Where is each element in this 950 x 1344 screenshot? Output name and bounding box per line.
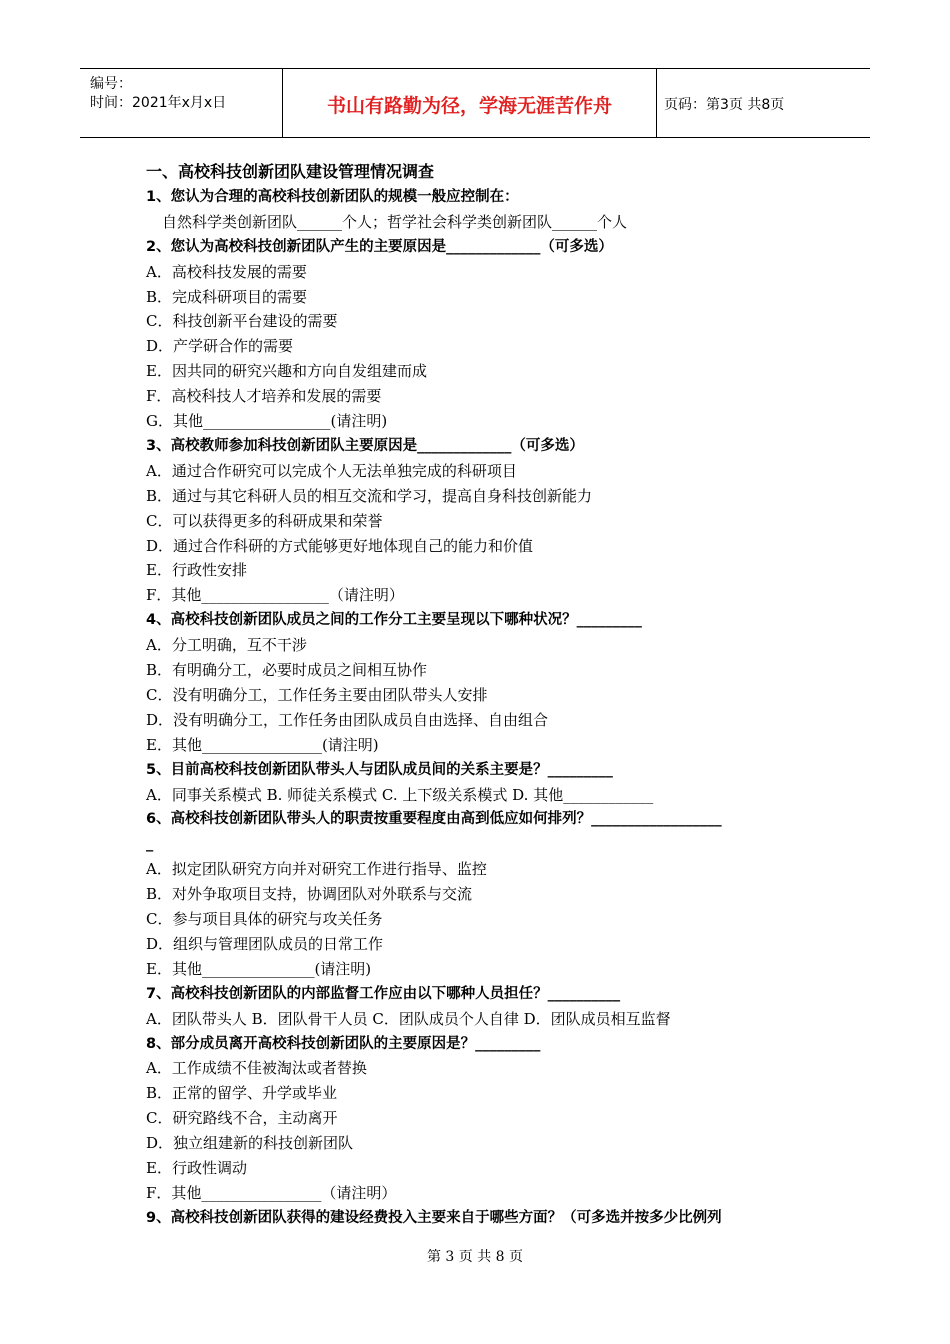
question-heading: 8、部分成员离开高校科技创新团队的主要原因是？_________ xyxy=(146,1035,541,1052)
option-line: F．其他_________________（请注明） xyxy=(146,586,404,605)
option-line: B．有明确分工，必要时成员之间相互协作 xyxy=(146,661,428,679)
header-page-cell xyxy=(656,69,870,137)
option-line: D．通过合作科研的方式能够更好地体现自己的能力和价值 xyxy=(146,536,534,555)
question-heading: 6、高校科技创新团队带头人的职责按重要程度由高到低应如何排列？__________________ xyxy=(146,811,722,828)
option-line: B．完成科研项目的需要 xyxy=(146,287,308,306)
header-motto-cell xyxy=(282,69,657,137)
option-line: A．同事关系模式 B. 师徒关系模式 C. 上下级关系模式 D. 其他____________ xyxy=(146,785,654,804)
question-heading: 7、高校科技创新团队的内部监督工作应由以下哪种人员担任？__________ xyxy=(146,985,621,1002)
option-line: D．独立组建新的科技创新团队 xyxy=(146,1134,354,1153)
option-line: B．对外争取项目支持，协调团队对外联系与交流 xyxy=(146,885,473,904)
option-line: D．没有明确分工，工作任务由团队成员自由选择、自由组合 xyxy=(146,710,549,729)
option-line: F．其他________________（请注明） xyxy=(146,1183,397,1202)
option-line: 自然科学类创新团队______个人；哲学社会科学类创新团队______个人 xyxy=(162,212,628,231)
option-line: A．拟定团队研究方向并对研究工作进行指导、监控 xyxy=(146,860,487,879)
question-heading: _ xyxy=(146,836,154,853)
option-line: C．没有明确分工，工作任务主要由团队带头人安排 xyxy=(146,685,488,704)
question-heading: 9、高校科技创新团队获得的建设经费投入主要来自于哪些方面？（可多选并按多少比例列 xyxy=(146,1209,722,1226)
question-heading: 3、高校教师参加科技创新团队主要原因是_____________（可多选） xyxy=(146,437,584,454)
option-line: A．团队带头人 B．团队骨干人员 C．团队成员个人自律 D．团队成员相互监督 xyxy=(146,1009,671,1028)
option-line: F．高校科技人才培养和发展的需要 xyxy=(146,387,382,406)
option-line: A．高校科技发展的需要 xyxy=(146,262,307,281)
option-line: D．产学研合作的需要 xyxy=(146,337,294,356)
option-line: E．行政性调动 xyxy=(146,1159,247,1177)
option-line: C．科技创新平台建设的需要 xyxy=(146,312,338,331)
question-heading: 2、您认为高校科技创新团队产生的主要原因是_____________（可多选） xyxy=(146,238,613,255)
option-line: A．分工明确，互不干涉 xyxy=(146,636,307,655)
time-label: 时间：2021年x月x日 xyxy=(90,95,227,111)
question-heading: 4、高校科技创新团队成员之间的工作分工主要呈现以下哪种状况？_________ xyxy=(146,612,642,629)
option-line: B．正常的留学、升学或毕业 xyxy=(146,1084,338,1103)
option-line: E．因共同的研究兴趣和方向自发组建而成 xyxy=(146,362,427,381)
page-header xyxy=(80,68,870,138)
option-line: E．其他________________(请注明) xyxy=(146,735,379,754)
option-line: C．可以获得更多的科研成果和荣誉 xyxy=(146,511,383,530)
option-line: A．通过合作研究可以完成个人无法单独完成的科研项目 xyxy=(146,461,517,480)
page-number: 页码：第3页 共8页 xyxy=(664,97,785,113)
option-line: C．参与项目具体的研究与攻关任务 xyxy=(146,910,383,928)
motto: 书山有路勤为径，学海无涯苦作舟 xyxy=(326,95,612,117)
option-line: E．其他_______________(请注明) xyxy=(146,959,372,978)
option-line: A．工作成绩不佳被淘汰或者替换 xyxy=(146,1059,367,1078)
question-heading: 5、目前高校科技创新团队带头人与团队成员间的关系主要是？_________ xyxy=(146,761,613,778)
option-line: B．通过与其它科研人员的相互交流和学习，提高自身科技创新能力 xyxy=(146,486,593,505)
option-line: C．研究路线不合，主动离开 xyxy=(146,1109,338,1128)
option-line: D．组织与管理团队成员的日常工作 xyxy=(146,934,384,953)
page-footer: 第 3 页 共 8 页 xyxy=(426,1249,524,1265)
header-info-cell xyxy=(80,69,282,137)
question-heading: 1、您认为合理的高校科技创新团队的规模一般应控制在： xyxy=(146,188,519,205)
option-line: G．其他_________________(请注明) xyxy=(146,412,388,430)
question-heading: 一、高校科技创新团队建设管理情况调查 xyxy=(146,162,435,181)
option-line: E．行政性安排 xyxy=(146,561,247,580)
code-label: 编号： xyxy=(90,76,132,92)
